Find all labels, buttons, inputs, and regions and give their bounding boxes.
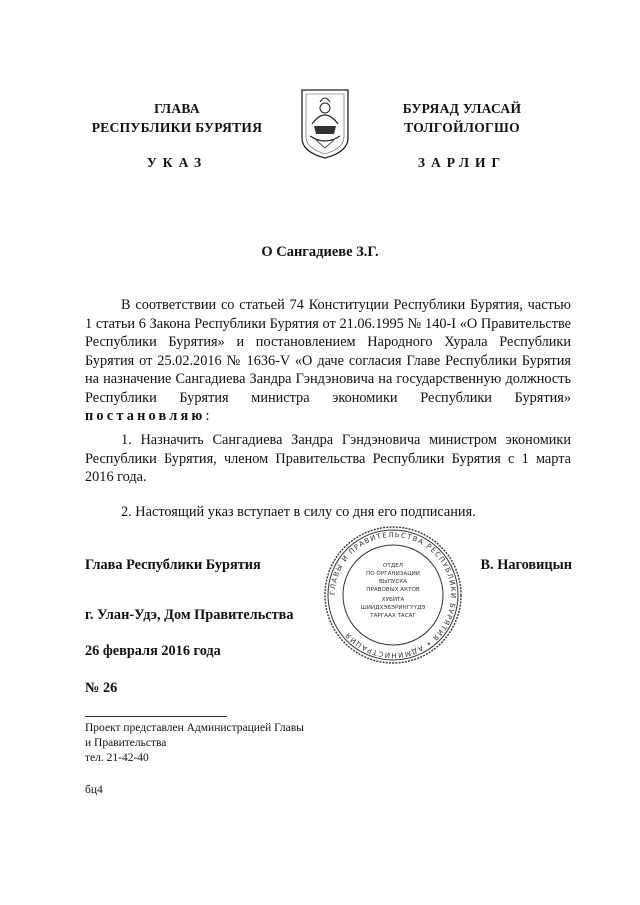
document-title: О Сангадиеве З.Г. bbox=[261, 244, 379, 260]
decree-title-bua: ЗАРЛИГ bbox=[417, 155, 507, 170]
preamble bbox=[85, 296, 571, 426]
header-left bbox=[72, 99, 282, 137]
footnote-line1: Проект представлен Администрацией Главы bbox=[85, 722, 304, 734]
signature-name: В. Наговицын bbox=[480, 557, 572, 573]
stamp-line: ПО ОРГАНИЗАЦИИ bbox=[366, 571, 420, 577]
decree-word: постановляю bbox=[85, 408, 206, 424]
stamp-line: ВЫПУСКА bbox=[378, 579, 408, 585]
header-left-line2: РЕСПУБЛИКИ БУРЯТИЯ bbox=[91, 120, 263, 135]
document-code: бц4 bbox=[85, 784, 103, 796]
stamp-line: ОТДЕЛ bbox=[383, 563, 403, 569]
decree-title-ru: УКАЗ bbox=[146, 155, 208, 170]
footnote-divider bbox=[85, 716, 227, 717]
header-left-line1: ГЛАВА bbox=[154, 101, 200, 116]
header-right-line1: БУРЯАД УЛАСАЙ bbox=[402, 101, 522, 116]
footnote bbox=[85, 721, 304, 766]
preamble-colon: : bbox=[205, 408, 210, 424]
footnote-line2: и Правительства bbox=[85, 737, 167, 749]
stamp-line: ХУБИТА bbox=[381, 597, 405, 603]
clause-1: 1. Назначить Сангадиева Зандра Гэндэновича министром экономики Республики Бурятия, членом Правительства Республики Бурятия с 1 марта 2016 года. bbox=[85, 432, 571, 485]
stamp-line: ШИИДХЭБЭРИНГҮҮДЭ bbox=[360, 605, 426, 611]
preamble-text: В соответствии со статьей 74 Конституции Республики Бурятия, частью 1 статьи 6 Закона Республики Бурятия от 21.06.1995 № 140-I «О Правительстве Республики Бурятия» и постановлением Народного Хурала Республики Бурятия от 25.02.2016 № 1636-V «О даче согласия Главе Республики Бурятия на назначение Сангадиева Зандра Гэндэновича на государственную должность Республики Бурятия министра экономики Республики Бурятия» bbox=[85, 297, 571, 406]
place: г. Улан-Удэ, Дом Правительства bbox=[85, 607, 294, 623]
coat-of-arms-icon bbox=[300, 88, 350, 160]
decree-number: № 26 bbox=[85, 680, 118, 696]
svg-text:ГЛАВЫ И ПРАВИТЕЛЬСТВА РЕСПУБЛИ bbox=[329, 531, 457, 659]
date: 26 февраля 2016 года bbox=[85, 643, 221, 659]
official-stamp bbox=[323, 525, 463, 665]
header-right-line2: ТОЛГОЙЛОГШО bbox=[404, 120, 520, 135]
header-right bbox=[362, 99, 562, 137]
stamp-line: ПРАВОВЫХ АКТОВ bbox=[366, 587, 420, 593]
footnote-line3: тел. 21-42-40 bbox=[85, 752, 149, 764]
signature-position: Глава Республики Бурятия bbox=[85, 557, 261, 573]
clause-2: 2. Настоящий указ вступает в силу со дня его подписания. bbox=[121, 504, 476, 520]
stamp-ring-text: ГЛАВЫ И ПРАВИТЕЛЬСТВА РЕСПУБЛИКИ БУРЯТИЯ • АДМИНИСТРАЦИЯ bbox=[328, 530, 458, 660]
stamp-line: ТАРГААХ ТАСАГ bbox=[370, 613, 416, 619]
